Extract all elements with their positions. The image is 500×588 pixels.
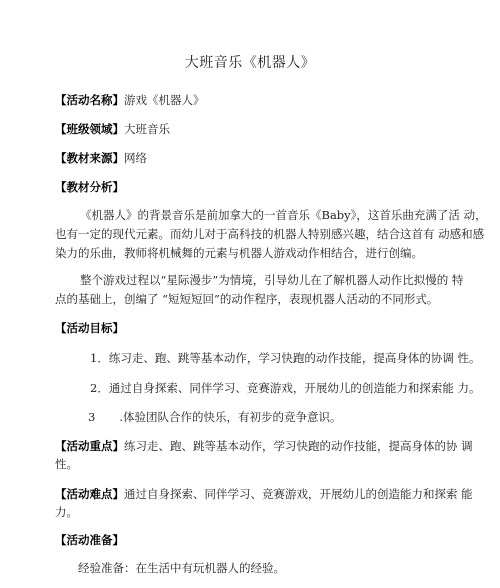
material-analysis-label: 【教材分析】 (55, 180, 124, 194)
goal-3-number: 3 (88, 410, 96, 424)
goal-3-row (88, 409, 341, 425)
goal-2: 2．通过自身探索、同伴学习、竞赛游戏，开展幼儿的创造能力和探索能 力。 (90, 381, 481, 395)
key-points-line2: 性。 (55, 457, 78, 471)
material-source-row (55, 150, 147, 166)
analysis-para2-line1: 整个游戏过程以“星际漫步”为情境，引导幼儿在了解机器人动作比拟慢的 特 (80, 273, 464, 287)
document-title: 大班音乐《机器人》 (184, 55, 316, 71)
activity-goals-heading (55, 320, 124, 336)
analysis-para1-line1: 《机器人》的背景音乐是前加拿大的一首音乐《Baby》，这首乐曲充满了活 动， (80, 208, 487, 222)
material-source-value: 网络 (124, 151, 147, 165)
activity-name-label: 【活动名称】 (55, 93, 124, 107)
difficulties-row (55, 486, 473, 502)
difficulties-line2: 力。 (55, 505, 78, 519)
material-analysis-heading (55, 179, 124, 195)
key-points-line1: 练习走、跑、跳等基本动作，学习快跑的动作技能，提高身体的协 调 (124, 439, 473, 453)
difficulties-line1: 通过自身探索、同伴学习、竞赛游戏，开展幼儿的创造能力和探索 能 (124, 487, 473, 501)
key-points-row (55, 438, 473, 454)
activity-goals-label: 【活动目标】 (55, 321, 124, 335)
material-source-label: 【教材来源】 (55, 151, 124, 165)
class-field-row (55, 121, 170, 137)
activity-name-value: 游戏《机器人》 (124, 93, 205, 107)
preparation-heading (55, 532, 124, 548)
analysis-para2-line2: 点的基础上，创编了 “短短短回”的动作程序，表现机器人活动的不同形式。 (55, 292, 439, 306)
class-field-value: 大班音乐 (124, 122, 170, 136)
difficulties-label: 【活动难点】 (55, 487, 124, 501)
activity-name-row (55, 92, 205, 108)
preparation-label: 【活动准备】 (55, 533, 124, 547)
goal-1: 1．练习走、跑、跳等基本动作，学习快跑的动作技能，提高身体的协调 性。 (90, 351, 481, 365)
key-points-label: 【活动重点】 (55, 439, 124, 453)
analysis-para1-line2: 也有一定的现代元素。而幼儿对于高科技的机器人特别感兴趣，结合这首有 动感和感 (55, 227, 485, 241)
analysis-para1-line3: 染力的乐曲，教师将机械舞的元素与机器人游戏动作相结合，进行创编。 (55, 246, 423, 260)
goal-3-text: .体验团队合作的快乐，有初步的竞争意识。 (119, 410, 342, 424)
experience-preparation: 经验准备：在生活中有玩机器人的经验。 (78, 561, 285, 575)
class-field-label: 【班级领域】 (55, 122, 124, 136)
